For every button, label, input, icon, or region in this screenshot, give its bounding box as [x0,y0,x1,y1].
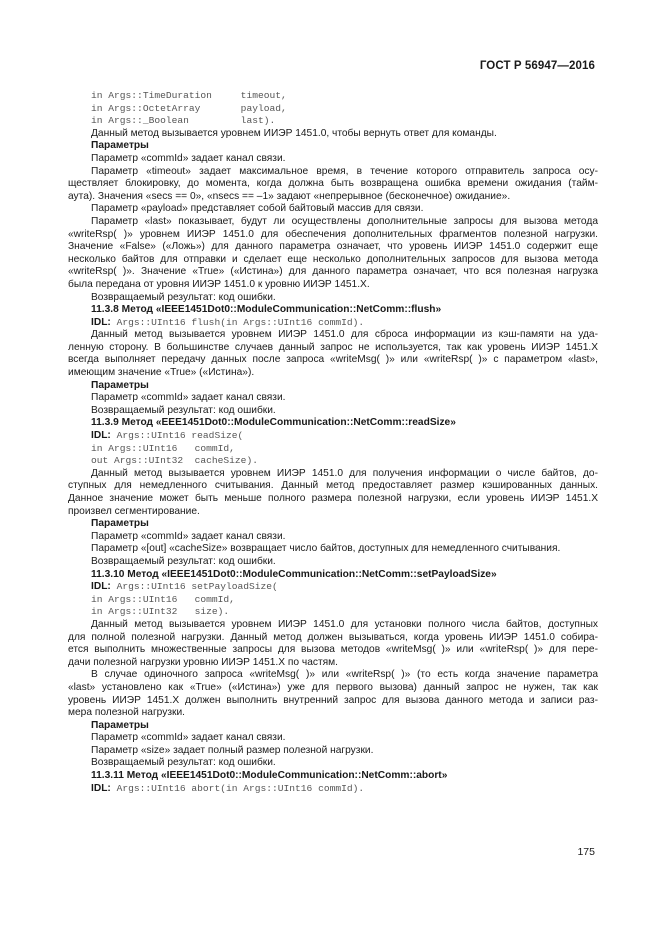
paragraph-line: «writeRsp( )». Значение «True» («Истина») для данного параметра означает, что вся полезная нагрузка [68,266,598,278]
code-line [91,443,598,456]
paragraph-line: «writeRsp( )» уровнем ИИЭР 1451.0 для обеспечения дополнительных фрагментов полезной нагрузки. [68,228,598,240]
paragraph-line: дачи полезной нагрузки уровню ИИЭР 1451.X по частям. [68,656,338,668]
paragraph-line: ступных для немедленного считывания. Данный метод предоставляет размер кэшированных данных. [68,480,598,492]
code-line [91,606,598,619]
paragraph-line: Параметр «commId» задает канал связи. [91,530,286,542]
paragraph-line: В случае одиночного запроса «writeMsg( )» или «writeRsp( )» (то есть когда значение параметра [91,669,598,681]
paragraph-line: Параметр «commId» задает канал связи. [91,732,286,744]
code-line [91,103,598,116]
code-line [91,90,598,103]
paragraph-line: Параметр «commId» задает канал связи. [91,392,286,404]
paragraph-line: Данное значение может быть меньше полного размера полезной нагрузки, если уровень ИИЭР 1451.X [68,493,598,504]
code-text: in Args::TimeDuration timeout, [91,90,287,101]
paragraph-line: несколько байтов для отправки и сделает еще несколько дополнительных запросов для вызова метода [68,253,598,265]
section-heading: 11.3.9 Метод «EEE1451Dot0::ModuleCommunication::NetComm::readSize» [91,417,456,429]
idl-signature: Args::UInt16 flush(in Args::UInt16 commId). [110,316,365,328]
paragraph-line: Данный метод вызывается уровнем ИИЭР 1451.0 для установки полного числа байтов, доступных [91,618,598,630]
section-heading: Параметры [91,719,149,731]
paragraph-line: Параметр «last» показывает, будут ли осуществлены дополнительные запросы для вызова метода [91,215,598,227]
section-heading: 11.3.8 Метод «IEEE1451Dot0::ModuleCommunication::NetComm::flush» [91,304,442,316]
idl-line [91,783,598,796]
document-header: ГОСТ Р 56947—2016 [479,60,595,72]
paragraph-line: Параметр «[out] «cacheSize» возвращает число байтов, доступных для немедленного считывания. [91,543,561,555]
section-heading: 11.3.11 Метод «IEEE1451Dot0::ModuleCommunication::NetComm::abort» [91,770,448,782]
paragraph-line: ется выполнить множественные запросы для вызова методов «writeMsg( )» или «writeRsp( )» для пере- [68,644,598,656]
code-text: in Args::OctetArray payload, [91,102,287,114]
code-line [91,115,598,128]
paragraph-line: ленную сторону. В большинстве случаев данный запрос не используется, так как уровень ИИЭР 1451.X [68,341,598,353]
section-heading: Параметры [91,140,149,152]
section-heading: Параметры [91,518,149,530]
idl-label: IDL: [91,316,111,328]
paragraph-line: Параметр «payload» представляет собой байтовый массив для связи. [91,203,424,215]
paragraph-line: уровень ИИЭР 1451.X должен выполнить внутренний запрос для вызова данного метода и записи раз- [68,694,598,706]
code-text: in Args::_Boolean last). [91,115,276,127]
paragraph-line: Данный метод вызывается уровнем ИИЭР 1451.0, чтобы вернуть ответ для команды. [91,127,497,139]
paragraph-line: Возвращаемый результат: код ошибки. [91,555,276,567]
paragraph-line: имеющим значение «True» («Истина»). [68,367,255,379]
code-line [91,455,598,468]
paragraph-line: Данный метод вызывается уровнем ИИЭР 1451.0 для получения информации о числе байтов, до- [91,467,598,479]
idl-line [91,581,598,594]
idl-label: IDL: [91,430,111,442]
idl-line [91,430,598,443]
paragraph-line: всегда выполняет передачу данных после запроса «writeMsg( )» или «writeRsp( )» с параметром «last», [68,354,598,366]
idl-signature: Args::UInt16 abort(in Args::UInt16 commId). [110,782,365,794]
section-heading: Параметры [91,379,149,391]
paragraph-line: Возвращаемый результат: код ошибки. [91,757,276,769]
paragraph-line: была передана от уровня ИИЭР 1451.0 к уровню ИИЭР 1451.X. [68,278,370,290]
paragraph-line: Параметр «timeout» задает максимальное время, в течение которого отправитель запроса осу- [91,165,598,177]
paragraph-line: произвел сегментирование. [68,505,200,517]
paragraph-line: Параметр «size» задает полный размер полезной нагрузки. [91,744,374,756]
document-body [68,90,598,795]
paragraph-line: мера полезной нагрузки. [68,707,185,719]
code-line [91,594,598,607]
paragraph-line: для полной полезной нагрузки. Данный метод должен вызываться, когда уровень ИИЭР 1451.0 собира- [68,631,598,643]
idl-signature: Args::UInt16 readSize( [110,430,244,442]
paragraph-line: Возвращаемый результат: код ошибки. [91,291,276,303]
idl-label: IDL: [91,581,111,593]
idl-label: IDL: [91,782,111,794]
paragraph-line: «last» установлено как «True» («Истина») уже для первого вызова) данный запрос не нужен, так как [68,681,598,693]
idl-line [91,317,598,330]
section-heading: 11.3.10 Метод «IEEE1451Dot0::ModuleCommunication::NetComm::setPayloadSize» [91,568,497,580]
code-text: out Args::UInt32 cacheSize). [91,455,258,467]
code-text: in Args::UInt16 commId, [91,442,235,454]
paragraph-line: ществляет блокировку, до момента, когда должна быть возвращена ошибка времени ожидания (тайм- [68,178,598,190]
paragraph-line: Параметр «commId» задает канал связи. [91,152,286,164]
paragraph-line: Значение «False» («Ложь») для данного параметра означает, что уровень ИИЭР 1451.0 содержит еще [68,241,598,253]
paragraph-line: Данный метод вызывается уровнем ИИЭР 1451.0 для сброса информации из кэш-памяти на уда- [91,329,598,341]
page-number: 175 [577,846,595,858]
paragraph-line: аута). Значения «secs == 0», «nsecs == –1» задают «непрерывное (бесконечное) ожидание». [68,190,511,202]
code-text: in Args::UInt32 size). [91,606,230,618]
paragraph-line: Возвращаемый результат: код ошибки. [91,404,276,416]
code-text: in Args::UInt16 commId, [91,593,235,605]
idl-signature: Args::UInt16 setPayloadSize( [110,581,278,593]
